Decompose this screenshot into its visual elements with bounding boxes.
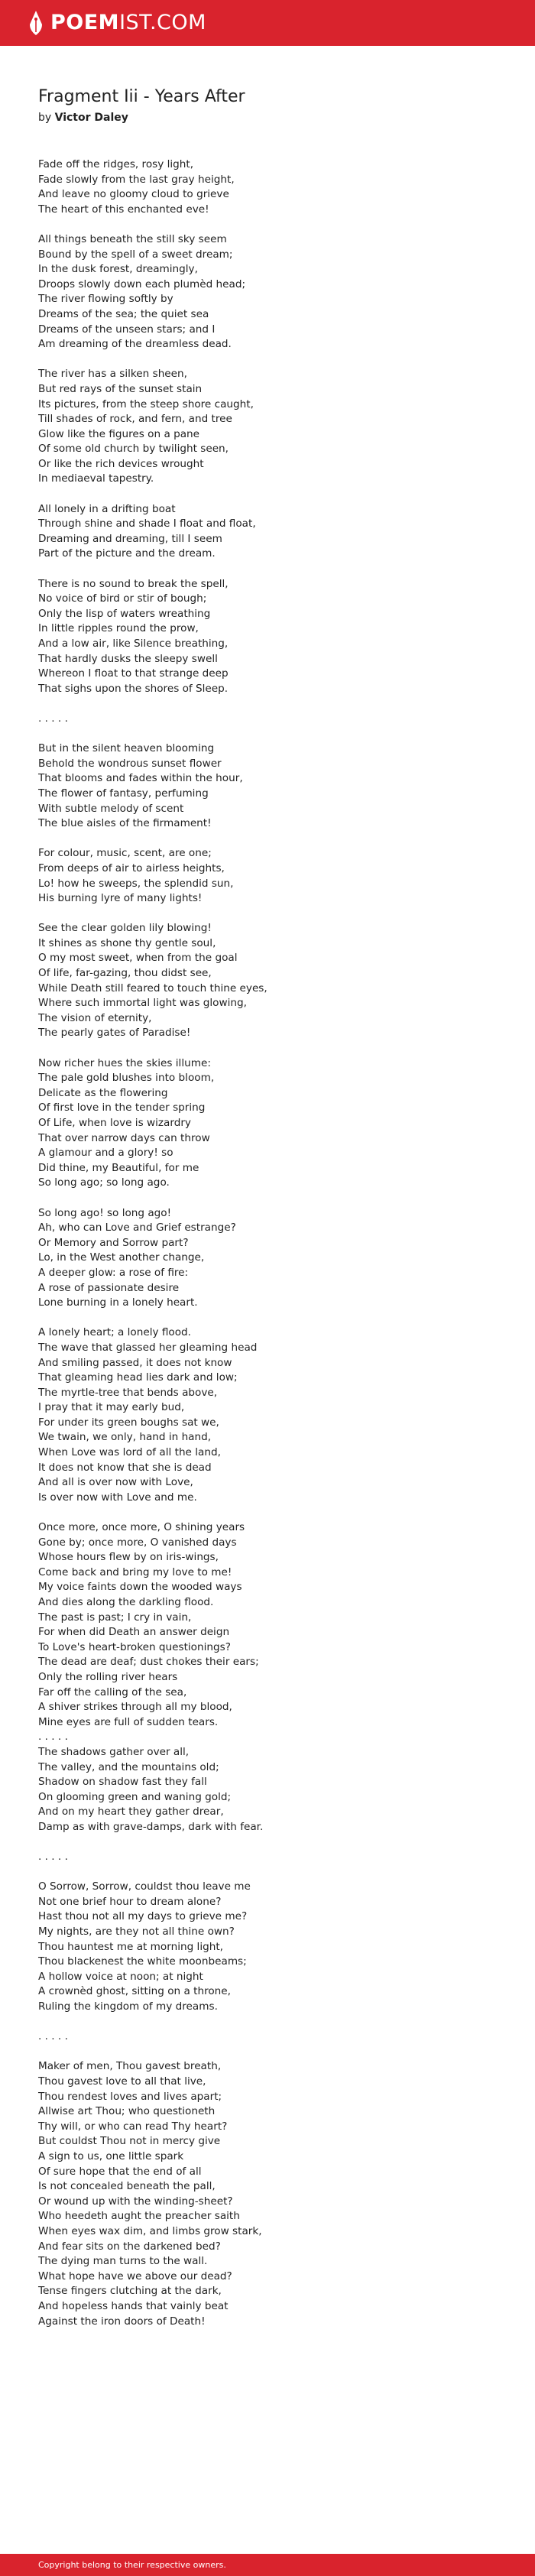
- poem-line: What hope have we above our dead?: [38, 2269, 232, 2282]
- poem-line: And a low air, like Silence breathing,: [38, 638, 229, 650]
- poem-line: Bound by the spell of a sweet dream;: [38, 248, 233, 261]
- poem-line: O Sorrow, Sorrow, couldst thou leave me: [38, 1880, 251, 1893]
- poem-line: A crownèd ghost, sitting on a throne,: [38, 1985, 231, 1998]
- stanza: [38, 1520, 504, 1835]
- poem-line: Thou hauntest me at morning light,: [38, 1940, 223, 1953]
- poem-line: . . . . .: [38, 1731, 68, 1744]
- poem-line: Of sure hope that the end of all: [38, 2165, 202, 2178]
- stanza: [38, 712, 504, 727]
- site-header: [0, 0, 535, 46]
- poem-line: From deeps of air to airless heights,: [38, 861, 225, 874]
- poem-line: Ah, who can Love and Grief estrange?: [38, 1221, 236, 1234]
- poem-line: Only the lisp of waters wreathing: [38, 607, 211, 620]
- poem-line: The pale gold blushes into bloom,: [38, 1072, 215, 1085]
- poem-line: The dying man turns to the wall.: [38, 2255, 208, 2268]
- poem-line: And fear sits on the darkened bed?: [38, 2240, 221, 2253]
- stanza: [38, 2059, 504, 2329]
- poem-line: It shines as shone thy gentle soul,: [38, 936, 216, 949]
- stanza: [38, 502, 504, 562]
- poem-line: In mediaeval tapestry.: [38, 472, 154, 485]
- poem-line: Allwise art Thou; who questioneth: [38, 2105, 216, 2118]
- site-logo[interactable]: [28, 9, 206, 37]
- stanza: [38, 1325, 504, 1505]
- poem-line: Of life, far-gazing, thou didst see,: [38, 967, 212, 980]
- poem-line: Am dreaming of the dreamless dead.: [38, 338, 232, 351]
- poem-line: Dreaming and dreaming, till I seem: [38, 532, 222, 545]
- poem-line: Where such immortal light was glowing,: [38, 997, 247, 1010]
- poem-line: But couldst Thou not in mercy give: [38, 2135, 221, 2148]
- poem-line: . . . . .: [38, 712, 68, 725]
- copyright-notice: Copyright belong to their respective owners.: [38, 2560, 226, 2570]
- poem-line: Thy will, or who can read Thy heart?: [38, 2120, 228, 2133]
- poem-line: Of first love in the tender spring: [38, 1101, 206, 1114]
- poem-line: Who heedeth aught the preacher saith: [38, 2210, 240, 2223]
- poem-line: In the dusk forest, dreamingly,: [38, 263, 198, 276]
- by-label: by: [38, 112, 52, 124]
- poem-line: Shadow on shadow fast they fall: [38, 1776, 207, 1789]
- poem-line: Damp as with grave-damps, dark with fear.: [38, 1820, 264, 1833]
- poem-line: The river flowing softly by: [38, 293, 173, 306]
- poem-line: A rose of passionate desire: [38, 1281, 180, 1294]
- poem-line: A hollow voice at noon; at night: [38, 1970, 203, 1983]
- poem-line: Tense fingers clutching at the dark,: [38, 2285, 222, 2298]
- poem-line: And leave no gloomy cloud to grieve: [38, 188, 229, 201]
- poem-line: Once more, once more, O shining years: [38, 1521, 245, 1534]
- poem-line: It does not know that she is dead: [38, 1461, 212, 1474]
- stanza: [38, 846, 504, 906]
- poem-line: Lo! how he sweeps, the splendid sun,: [38, 877, 234, 890]
- poem-line: On glooming green and waning gold;: [38, 1790, 232, 1803]
- poem-line: Lo, in the West another change,: [38, 1251, 205, 1264]
- poem-line: Or wound up with the winding-sheet?: [38, 2195, 233, 2208]
- poem-line: Hast thou not all my days to grieve me?: [38, 1910, 248, 1923]
- poem-line: But red rays of the sunset stain: [38, 382, 203, 395]
- poem-line: For under its green boughs sat we,: [38, 1416, 219, 1429]
- poem-line: A glamour and a glory! so: [38, 1147, 173, 1160]
- poem-line: . . . . .: [38, 1851, 68, 1864]
- poem-line: Not one brief hour to dream alone?: [38, 1895, 222, 1908]
- poem-line: Gone by; once more, O vanished days: [38, 1536, 237, 1549]
- poem-line: But in the silent heaven blooming: [38, 742, 215, 755]
- poem-line: Fade slowly from the last gray height,: [38, 173, 235, 186]
- poem-line: Of Life, when love is wizardry: [38, 1117, 191, 1129]
- stanza: [38, 157, 504, 217]
- poem-line: And all is over now with Love,: [38, 1476, 193, 1489]
- poem-line: Whose hours flew by on iris-wings,: [38, 1551, 219, 1564]
- poem-line: Delicate as the flowering: [38, 1086, 168, 1099]
- poem-line: Against the iron doors of Death!: [38, 2315, 206, 2328]
- poem-line: Or Memory and Sorrow part?: [38, 1236, 189, 1249]
- stanza: [38, 1056, 504, 1191]
- poem-line: The valley, and the mountains old;: [38, 1760, 219, 1773]
- poem-line: All lonely in a drifting boat: [38, 502, 176, 515]
- stanza: [38, 232, 504, 352]
- poem-line: Thou rendest loves and lives apart;: [38, 2090, 222, 2103]
- poem-line: Dreams of the unseen stars; and I: [38, 323, 216, 336]
- poem-line: And on my heart they gather drear,: [38, 1805, 224, 1818]
- poem-line: And hopeless hands that vainly beat: [38, 2299, 229, 2312]
- poem-line: Droops slowly down each plumèd head;: [38, 277, 246, 290]
- poem-line: His burning lyre of many lights!: [38, 892, 203, 905]
- poem-line: A deeper glow: a rose of fire:: [38, 1266, 189, 1279]
- poem-line: That sighs upon the shores of Sleep.: [38, 682, 229, 695]
- poem-line: A shiver strikes through all my blood,: [38, 1701, 232, 1714]
- stanza: [38, 367, 504, 487]
- poem-body: [38, 157, 504, 2329]
- brand-light: IST.COM: [119, 11, 206, 34]
- site-brand: [50, 9, 206, 37]
- poem-line: When eyes wax dim, and limbs grow stark,: [38, 2224, 262, 2237]
- poem-line: Part of the picture and the dream.: [38, 547, 216, 560]
- poem-line: With subtle melody of scent: [38, 802, 184, 815]
- poem-line: . . . . .: [38, 2030, 68, 2043]
- poem-line: Glow like the figures on a pane: [38, 427, 200, 440]
- poem-line: A lonely heart; a lonely flood.: [38, 1326, 191, 1339]
- poem-byline: [38, 110, 504, 125]
- poem-line: Dreams of the sea; the quiet sea: [38, 307, 209, 320]
- poem-line: The past is past; I cry in vain,: [38, 1611, 192, 1624]
- poem-line: The river has a silken sheen,: [38, 368, 187, 381]
- poem-line: Through shine and shade I float and float,: [38, 517, 256, 530]
- poem-line: My voice faints down the wooded ways: [38, 1581, 242, 1594]
- poem-line: O my most sweet, when from the goal: [38, 952, 238, 965]
- poem-line: Come back and bring my love to me!: [38, 1565, 232, 1578]
- poem-line: When Love was lord of all the land,: [38, 1446, 221, 1459]
- poem-line: That gleaming head lies dark and low;: [38, 1371, 238, 1384]
- stanza: [38, 1850, 504, 1865]
- poem-line: My nights, are they not all thine own?: [38, 1926, 235, 1938]
- poem-line: Ruling the kingdom of my dreams.: [38, 2000, 218, 2013]
- poem-line: Maker of men, Thou gavest breath,: [38, 2060, 222, 2073]
- poem-line: Did thine, my Beautiful, for me: [38, 1161, 199, 1174]
- poem-line: We twain, we only, hand in hand,: [38, 1431, 212, 1444]
- poem-line: Only the rolling river hears: [38, 1670, 178, 1683]
- poem-line: So long ago! so long ago!: [38, 1206, 172, 1219]
- poem-line: The dead are deaf; dust chokes their ears;: [38, 1656, 259, 1669]
- poem-line: The myrtle-tree that bends above,: [38, 1386, 218, 1399]
- poem-line: Is over now with Love and me.: [38, 1491, 197, 1504]
- quill-nib-icon: [28, 9, 44, 37]
- poem-line: Now richer hues the skies illume:: [38, 1056, 211, 1069]
- poem-line: I pray that it may early bud,: [38, 1401, 185, 1414]
- site-footer: [0, 2554, 535, 2576]
- brand-strong: POEM: [50, 11, 120, 34]
- poem-line: The wave that glassed her gleaming head: [38, 1341, 258, 1354]
- poem-line: Till shades of rock, and fern, and tree: [38, 413, 232, 426]
- stanza: [38, 1206, 504, 1311]
- poem-line: The pearly gates of Paradise!: [38, 1027, 191, 1040]
- poem-content: [38, 86, 504, 2344]
- poem-line: For when did Death an answer deign: [38, 1626, 230, 1639]
- poem-line: To Love's heart-broken questionings?: [38, 1640, 231, 1653]
- poem-line: That blooms and fades within the hour,: [38, 772, 243, 785]
- poem-line: Far off the calling of the sea,: [38, 1685, 187, 1698]
- poem-line: See the clear golden lily blowing!: [38, 922, 212, 935]
- poem-line: While Death still feared to touch thine eyes,: [38, 981, 268, 994]
- poem-line: Thou gavest love to all that live,: [38, 2075, 206, 2088]
- stanza: [38, 1880, 504, 2014]
- poem-line: A sign to us, one little spark: [38, 2149, 184, 2162]
- poem-line: Is not concealed beneath the pall,: [38, 2180, 216, 2193]
- poem-line: Behold the wondrous sunset flower: [38, 757, 222, 770]
- poem-line: That over narrow days can throw: [38, 1131, 210, 1144]
- poem-line: Mine eyes are full of sudden tears.: [38, 1715, 219, 1728]
- poem-line: For colour, music, scent, are one;: [38, 847, 212, 860]
- poem-line: The blue aisles of the firmament!: [38, 817, 212, 830]
- poem-line: The vision of eternity,: [38, 1011, 152, 1024]
- poem-title: Fragment Iii - Years After: [38, 87, 245, 106]
- poem-line: Lone burning in a lonely heart.: [38, 1296, 198, 1309]
- poem-line: And dies along the darkling flood.: [38, 1596, 214, 1608]
- poem-line: That hardly dusks the sleepy swell: [38, 652, 218, 665]
- stanza: [38, 577, 504, 697]
- poem-line: Of some old church by twilight seen,: [38, 443, 229, 456]
- poem-line: Whereon I float to that strange deep: [38, 667, 229, 680]
- poem-line: The heart of this enchanted eve!: [38, 203, 209, 216]
- poem-line: So long ago; so long ago.: [38, 1176, 170, 1189]
- poem-line: And smiling passed, it does not know: [38, 1356, 232, 1369]
- poem-line: All things beneath the still sky seem: [38, 232, 227, 245]
- stanza: [38, 741, 504, 832]
- poem-line: Thou blackenest the white moonbeams;: [38, 1955, 247, 1968]
- stanza: [38, 2029, 504, 2045]
- poem-line: The flower of fantasy, perfuming: [38, 787, 209, 800]
- poem-line: Its pictures, from the steep shore caught,: [38, 397, 254, 410]
- poem-line: There is no sound to break the spell,: [38, 577, 229, 590]
- poem-line: No voice of bird or stir of bough;: [38, 592, 207, 605]
- author-link[interactable]: Victor Daley: [54, 112, 128, 124]
- poem-line: Or like the rich devices wrought: [38, 457, 204, 470]
- poem-line: Fade off the ridges, rosy light,: [38, 158, 194, 170]
- poem-line: The shadows gather over all,: [38, 1745, 190, 1758]
- stanza: [38, 921, 504, 1041]
- poem-line: In little ripples round the prow,: [38, 622, 199, 635]
